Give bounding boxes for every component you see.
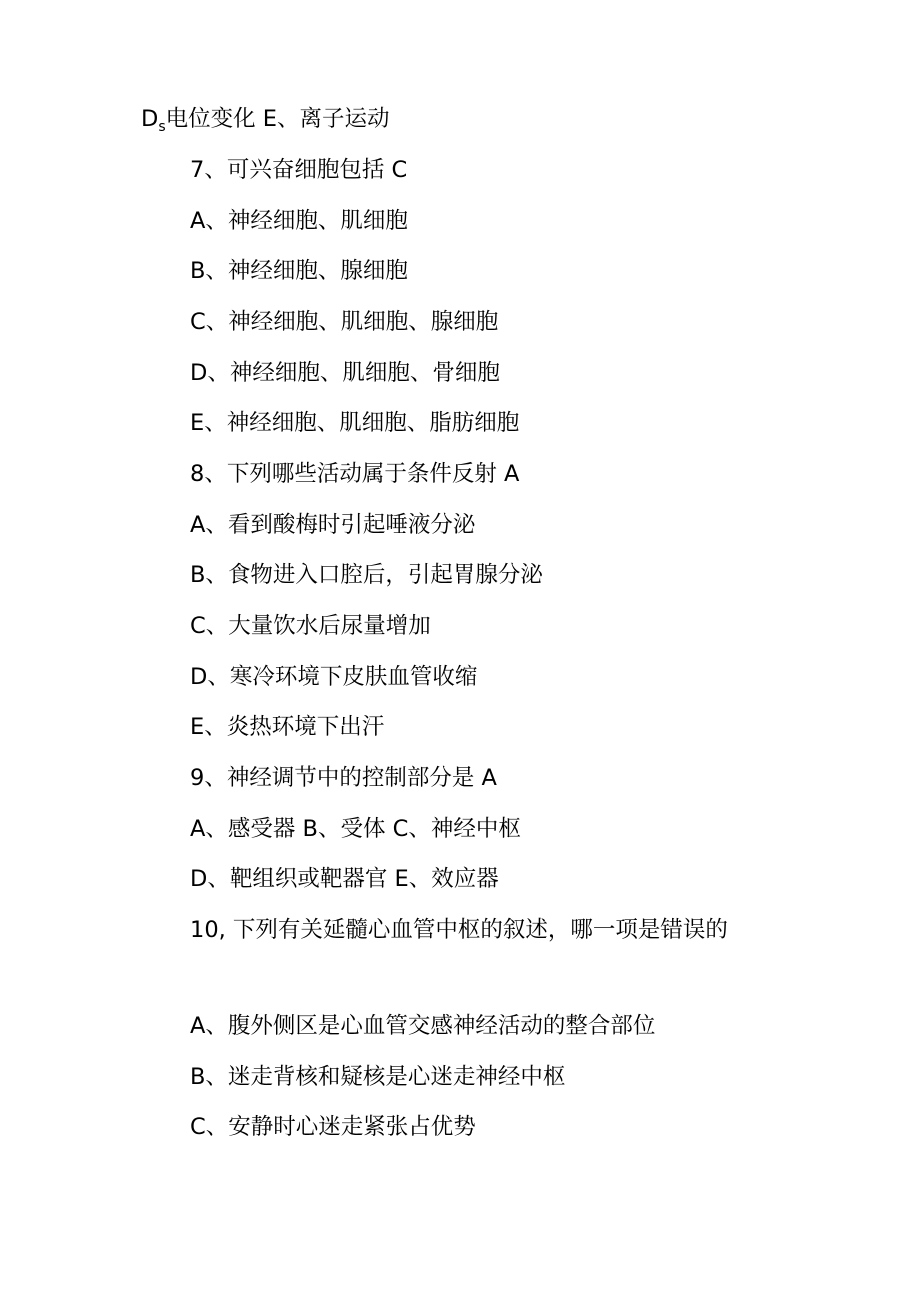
- q8-option-d: D、寒冷环境下皮肤血管收缩: [190, 664, 478, 690]
- q7-option-d: D、神经细胞、肌细胞、骨细胞: [190, 360, 500, 386]
- question-10: 10, 下列有关延髓心血管中枢的叙述，哪一项是错误的: [190, 917, 728, 943]
- question-8: 8、下列哪些活动属于条件反射 A: [190, 461, 520, 487]
- option-text: 电位变化 E、离子运动: [165, 106, 390, 132]
- q8-option-b: B、食物进入口腔后，引起胃腺分泌: [190, 562, 543, 588]
- q10-option-c: C、安静时心迷走紧张占优势: [190, 1114, 476, 1140]
- question-9: 9、神经调节中的控制部分是 A: [190, 765, 497, 791]
- q7-option-a: A、神经细胞、肌细胞: [190, 208, 408, 234]
- text-line-d-option: [141, 104, 390, 137]
- option-letter: D: [141, 106, 159, 132]
- q7-option-e: E、神经细胞、肌细胞、脂肪细胞: [190, 410, 520, 436]
- q8-option-e: E、炎热环境下出汗: [190, 714, 385, 740]
- q9-options-de: D、靶组织或靶器官 E、效应器: [190, 866, 499, 892]
- q8-option-c: C、大量饮水后尿量增加: [190, 613, 431, 639]
- subscript-text: s: [158, 119, 166, 135]
- q8-option-a: A、看到酸梅时引起唾液分泌: [190, 512, 476, 538]
- q7-option-c: C、神经细胞、肌细胞、腺细胞: [190, 309, 499, 335]
- q10-option-a: A、腹外侧区是心血管交感神经活动的整合部位: [190, 1013, 656, 1039]
- q9-options-abc: A、感受器 B、受体 C、神经中枢: [190, 816, 521, 842]
- q7-option-b: B、神经细胞、腺细胞: [190, 258, 408, 284]
- q10-option-b: B、迷走背核和疑核是心迷走神经中枢: [190, 1064, 566, 1090]
- question-7: 7、可兴奋细胞包括 C: [190, 157, 408, 183]
